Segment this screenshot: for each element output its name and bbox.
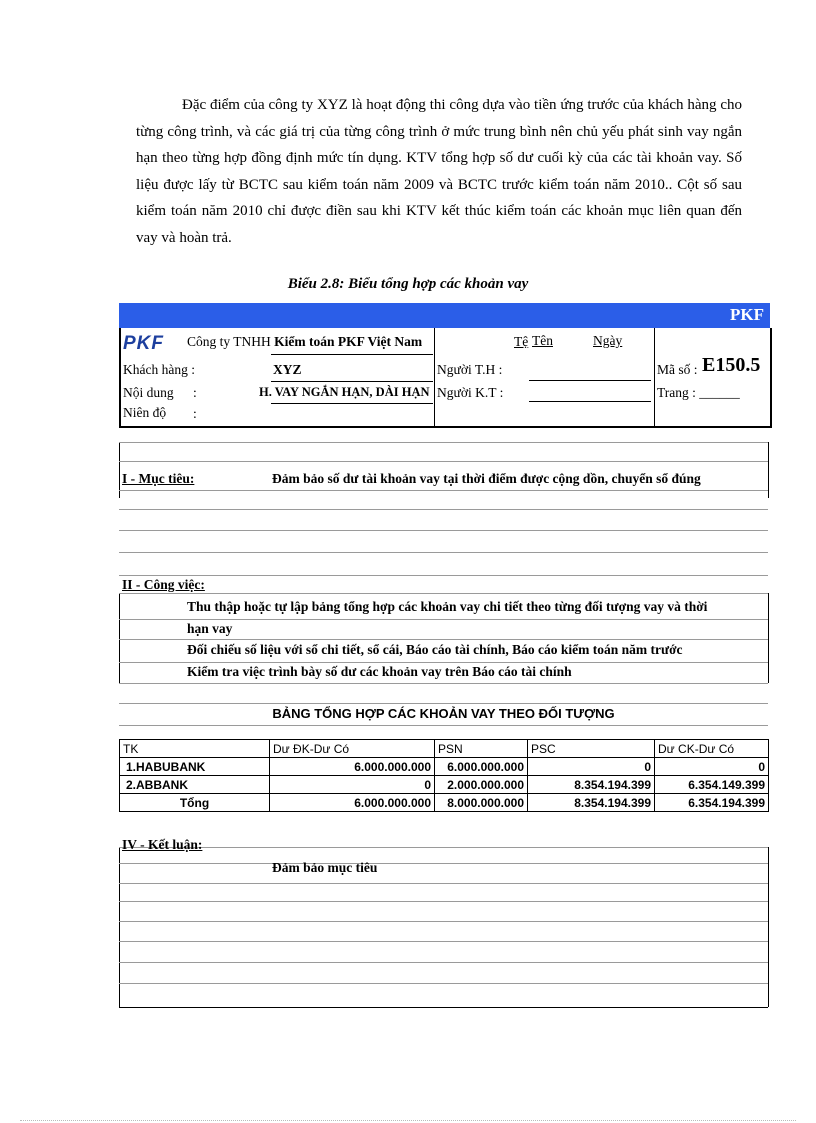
table-row <box>120 758 769 776</box>
table-total-row <box>120 794 769 812</box>
section-objective-title: I - Mục tiêu: <box>122 471 195 486</box>
content-label: Nội dung <box>123 385 174 400</box>
topbar-label: PKF <box>730 305 764 324</box>
table-row <box>120 776 769 794</box>
date-label: Ngày <box>593 333 623 348</box>
cell-account: 1.HABUBANK <box>120 758 270 776</box>
period-colon: : <box>193 406 197 421</box>
cell-increase: 6.000.000.000 <box>435 758 528 776</box>
work-item-3: Kiểm tra việc trình bày số dư các khoản vay trên Báo cáo tài chính <box>187 664 572 679</box>
cell-opening: 6.000.000.000 <box>270 758 435 776</box>
cell-account: 2.ABBANK <box>120 776 270 794</box>
cell-increase: 2.000.000.000 <box>435 776 528 794</box>
cell-total-label: Tổng <box>120 794 270 812</box>
section-work-title: II - Công việc: <box>122 577 205 592</box>
table-header-row <box>120 740 769 758</box>
company-line <box>187 334 422 350</box>
page-label: Trang : ______ <box>657 385 740 400</box>
cell-total-decrease: 8.354.194.399 <box>528 794 655 812</box>
col-header-decrease: PSC <box>528 740 655 758</box>
name-label: Tên <box>532 333 553 348</box>
tt-label: Tệ <box>514 334 529 349</box>
figure-caption: Biểu 2.8: Biểu tổng hợp các khoản vay <box>287 276 529 292</box>
section-conclusion-title: IV - Kết luận: <box>122 837 203 852</box>
loan-summary-table <box>119 739 769 812</box>
intro-paragraph: Đặc điểm của công ty XYZ là hoạt động thi công dựa vào tiền ứng trước của khách hàng cho từng công trình, và các giá trị của từng công trình ở mức trung bình nên chủ yếu phát sinh vay ngắn hạn theo từng hợp đồng định mức tín dụng. KTV tổng hợp số dư cuối kỳ của các tài khoản vay. Số liệu được lấy từ BCTC sau kiểm toán năm 2009 và BCTC trước kiểm toán năm 2010.. Cột số sau kiểm toán năm 2010 chỉ được điền sau khi KTV kết thúc kiểm toán các khoản mục liên quan đến vay và hoàn trả. <box>136 97 742 246</box>
client-value: XYZ <box>273 362 302 377</box>
cell-decrease: 8.354.194.399 <box>528 776 655 794</box>
client-label: Khách hàng : <box>123 362 195 377</box>
code-value: E150.5 <box>702 354 761 376</box>
cell-total-opening: 6.000.000.000 <box>270 794 435 812</box>
preparer-label: Người T.H : <box>437 362 503 377</box>
cell-opening: 0 <box>270 776 435 794</box>
content-value: H. VAY NGẮN HẠN, DÀI HẠN <box>259 385 430 399</box>
section-conclusion-text: Đảm bảo mục tiêu <box>272 860 378 875</box>
col-header-opening: Dư ĐK-Dư Có <box>270 740 435 758</box>
work-item-1-cont: hạn vay <box>187 621 233 636</box>
company-name: Kiểm toán PKF Việt Nam <box>274 334 423 349</box>
reviewer-label: Người K.T : <box>437 385 504 400</box>
cell-closing: 0 <box>655 758 769 776</box>
cell-total-increase: 8.000.000.000 <box>435 794 528 812</box>
code-label: Mã số : <box>657 362 698 377</box>
cell-total-closing: 6.354.194.399 <box>655 794 769 812</box>
col-header-account: TK <box>120 740 270 758</box>
cell-closing: 6.354.149.399 <box>655 776 769 794</box>
work-item-2: Đối chiếu số liệu với sổ chi tiết, sổ cái, Báo cáo tài chính, Báo cáo kiểm toán năm trước <box>187 642 683 657</box>
page-bottom-divider <box>20 1120 796 1121</box>
pkf-logo: PKF <box>123 333 164 354</box>
section-objective-text: Đảm bảo số dư tài khoản vay tại thời điểm được cộng dồn, chuyển sổ đúng <box>272 471 701 486</box>
work-item-1: Thu thập hoặc tự lập bảng tổng hợp các khoản vay chi tiết theo từng đối tượng vay và thời <box>187 599 708 614</box>
cell-decrease: 0 <box>528 758 655 776</box>
company-prefix: Công ty TNHH <box>187 334 271 349</box>
content-colon: : <box>193 385 197 400</box>
audit-worksheet <box>119 303 770 1009</box>
col-header-increase: PSN <box>435 740 528 758</box>
period-label: Niên độ <box>123 405 167 420</box>
worksheet-top-bar <box>119 303 770 328</box>
col-header-closing: Dư CK-Dư Có <box>655 740 769 758</box>
table-title: BẢNG TỔNG HỢP CÁC KHOẢN VAY THEO ĐỐI TƯỢNG <box>272 706 615 721</box>
worksheet-header <box>119 328 772 428</box>
